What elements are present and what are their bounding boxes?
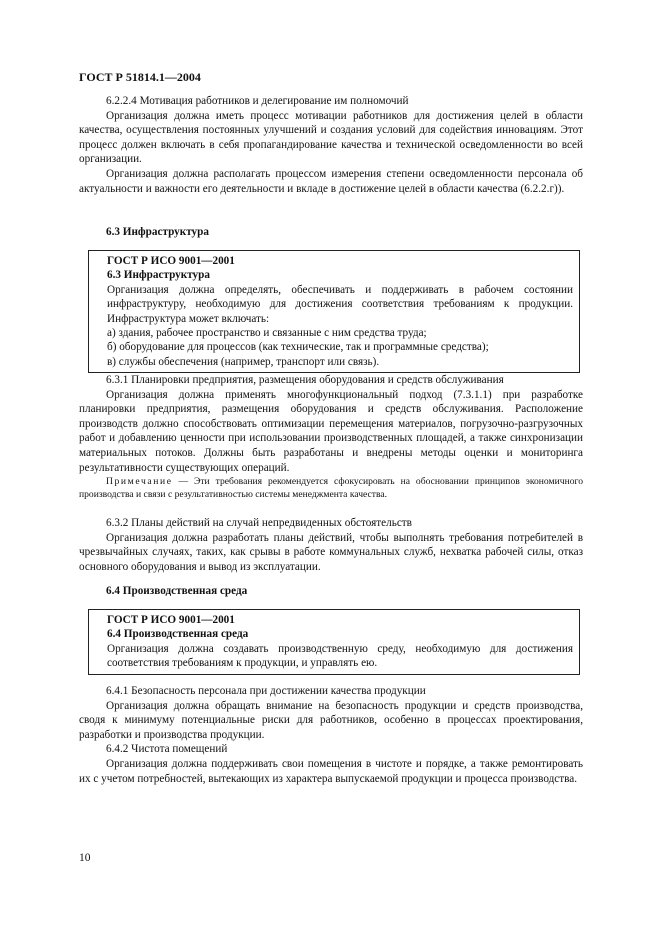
- quote-list-item: в) службы обеспечения (например, транспорт или связь).: [107, 355, 380, 368]
- quote-list-item: б) оборудование для процессов (как технические, так и программные средства);: [107, 341, 489, 354]
- paragraph: Организация должна обращать внимание на безопасность продукции и средств производства, сводя к минимуму потенциальные риски для работников, особенно в процессах проектирования, разработки и производства продукции.: [79, 699, 583, 741]
- quote-standard: ГОСТ Р ИСО 9001—2001: [107, 614, 235, 626]
- section-heading-6-4: 6.4 Производственная среда: [106, 585, 248, 597]
- section-title: 6.3.2 Планы действий на случай непредвиденных обстоятельств: [106, 517, 412, 529]
- paragraph: Организация должна поддерживать свои помещения в чистоте и порядке, а также ремонтировать их с учетом потребностей, вытекающих из характера выпускаемой продукции и процесса производства.: [79, 757, 583, 785]
- quote-standard: ГОСТ Р ИСО 9001—2001: [107, 255, 235, 267]
- quote-paragraph: Организация должна определять, обеспечивать и поддерживать в рабочем состоянии инфраструктуру, необходимую для достижения соответствия требованиям к продукции. Инфраструктура может включать:: [107, 283, 573, 325]
- section-6-4-1-6-4-2: [79, 684, 583, 786]
- section-title: 6.4.1 Безопасность персонала при достижении качества продукции: [106, 685, 426, 697]
- paragraph: Организация должна располагать процессом измерения степени осведомленности персонала об актуальности и важности его деятельности и вкладе в достижение целей в области качества (6.2.2.г)).: [79, 167, 583, 195]
- note-text: — Эти требования рекомендуется сфокусировать на обосновании принципов экономичного производства и связи с результативностью системы менеджмента качества.: [79, 476, 583, 500]
- page-number: 10: [79, 852, 91, 864]
- quote-list-item: а) здания, рабочее пространство и связанные с ним средства труда;: [107, 327, 427, 340]
- quote-box-iso-6-4: [88, 609, 580, 675]
- section-6-3-1: [79, 373, 583, 475]
- quote-paragraph: Организация должна создавать производственную среду, необходимую для достижения соответствия требованиям к продукции, и управлять ею.: [107, 642, 573, 670]
- paragraph: Организация должна разработать планы действий, чтобы выполнять требования потребителей в чрезвычайных случаях, таких, как срывы в работе коммунальных служб, нехватка рабочей силы, отказ основного оборудования и вывод из эксплуатации.: [79, 531, 583, 573]
- note: [79, 476, 583, 502]
- paragraph: Организация должна иметь процесс мотивации работников для достижения целей в области качества, осуществления постоянных улучшений и создания условий для содействия инновациям. Этот процесс должен включать в себя пропагандирование качества и технической осведомленности во всей организации.: [79, 109, 583, 166]
- section-title: 6.4.2 Чистота помещений: [106, 743, 228, 756]
- quote-title: 6.3 Инфраструктура: [107, 269, 210, 282]
- section-6-2-2-4: [79, 94, 583, 196]
- quote-box-iso-6-3: [88, 250, 580, 373]
- section-6-3-2: [79, 516, 583, 574]
- paragraph: Организация должна применять многофункциональный подход (7.3.1.1) при разработке планировки предприятия, размещения оборудования и средств обслуживания. Расположение производств должно способствовать оптимизации перемещения материалов, погрузочно-разгрузочных работ и добавлению ценности при использовании производственных площадей, а также синхронизации материальных потоков. Должны быть разработаны и внедрены методы оценки и мониторинга результативности существующих операций.: [79, 388, 583, 474]
- page-header-doc-id: ГОСТ Р 51814.1—2004: [79, 70, 201, 84]
- section-title: 6.2.2.4 Мотивация работников и делегирование им полномочий: [106, 95, 409, 107]
- section-title: 6.3.1 Планировки предприятия, размещения оборудования и средств обслуживания: [106, 374, 504, 386]
- note-label: Примечание: [106, 476, 173, 487]
- section-heading-6-3: 6.3 Инфраструктура: [106, 226, 209, 238]
- quote-title: 6.4 Производственная среда: [107, 628, 249, 641]
